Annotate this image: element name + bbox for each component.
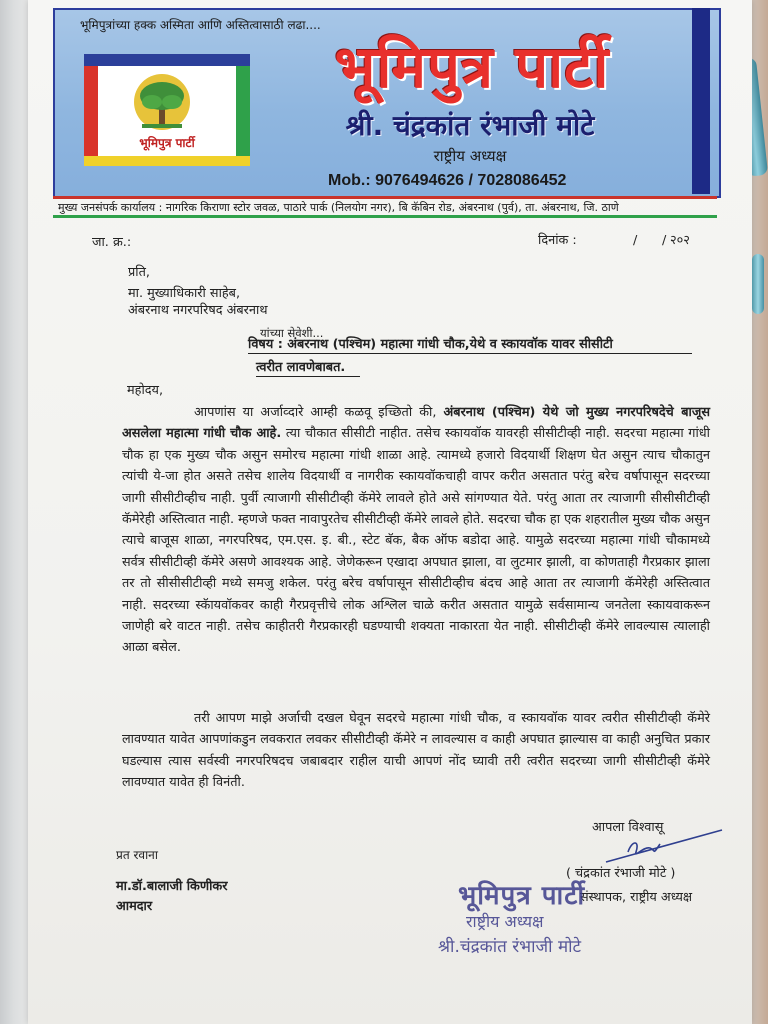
paragraph-highlight: अंबरनाथ (पश्चिम) येथे जो मुख्य नगरपरिषदेचे बाजूस असलेला महात्मा गांधी चौक आहे.: [122, 405, 710, 442]
signatory-role: संस्थापक, राष्ट्रीय अध्यक्ष: [580, 890, 693, 905]
party-tagline: भूमिपुत्रांच्या हक्क अस्मिता आणि अस्तित्वासाठी लढा....: [80, 18, 321, 32]
header-rule-red: [53, 196, 717, 199]
paragraph-text: त्या चौकात सीसीटी नाहीत. तसेच स्कायवॉक यावरही सीसीटीव्ही नाही. सदरचा महात्मा गांधी चौक हा एक मुख्य चौक असुन समोरच महात्मा गांधी शाळा आहे. त्यामध्ये हजारो विदयार्थी शिक्षण घेत असुन त्याच चौकातुन त्यांची ये-जा होत असते तसेच शालेय विदयार्थी व नागरीक स्कायवॉकचाही वापर करीत असतात परंतु बरेच वर्षापासून सदरच्या जागी सीसीटीव्हीच नाही. पुर्वी त्याजागी सीसीटीव्ही कॅमेरे लावले होते असे सांगण्यात येते. परंतु आता तर त्याजागी सीसीसीटीव्ही कॅमेरेही अस्तित्वात नाही. म्हणजे फक्त नावापुरतेच सीसीटीव्ही कॅमेरे लावले होते. सदरचा चौक हा एक शहरातील मुख्य चौक असुन त्याचे बाजूस शाळा, नगरपरिषद, एम.एस. इ. बी., स्टेट बॅक, बैक ऑफ बडोदा आहे. यामुळे सदरच्या महात्मा गांधी चौकामध्ये सर्वत्र सीसीटीव्ही कॅमेरे असणे आवश्यक आहे. जेणेकरून एखादा अपघात झाला, वा लुटमार झाली, वा कोणताही गैरप्रकार झाला तर तो सीसीसीटीव्ही मध्ये समजु शकेल. परंतु बरेच वर्षापासून सीसीटीव्हीच बंदच आहे आता तर त्याजागी कॅमेरेही अस्तित्वात नाही. सदरच्या स्कॅायवॉकवर काही गैरप्रवृत्तीचे लोक अश्लिल चाळे करीत असतात यामुळे सर्वसामान्य जनतेला स्कायवाकरून जाणेही बरे वाटत नाही. तसेच काहीतरी गैरप्रकारही घडण्याची शक्यता नाकारता येत नाही. सीसीटीव्ही कॅमेरे लावल्यास त्यालाही आळा बसेल.: [122, 426, 710, 656]
copy-recipient-name: मा.डॉ.बालाजी किणीकर: [116, 879, 228, 894]
pen-cap-object: [752, 254, 764, 314]
tree-icon: [132, 72, 192, 134]
subject-line-continued: त्वरीत लावणेबाबत.: [256, 360, 346, 375]
header-rule-green: [53, 215, 717, 218]
logo-border-left: [84, 66, 98, 156]
to-label: प्रति,: [128, 265, 150, 280]
logo-border-bottom: [84, 156, 250, 166]
mobile-numbers: Mob.: 9076494626 / 7028086452: [328, 172, 567, 189]
paragraph-intro: आपणांस या अर्जाव्दारे आम्ही कळवू इच्छितो की,: [194, 405, 444, 420]
salutation: महोदय,: [127, 383, 164, 398]
leader-title: राष्ट्रीय अध्यक्ष: [433, 147, 507, 165]
banner-side-bar: [692, 8, 710, 194]
date-separator: /: [633, 233, 638, 248]
party-logo: [84, 54, 250, 166]
date-separator: /: [662, 233, 667, 248]
subject-underline: [256, 376, 360, 377]
reference-number-label: जा. क्र.:: [92, 235, 132, 250]
logo-caption: भूमिपुत्र पार्टी: [139, 136, 195, 150]
official-stamp-title: राष्ट्रीय अध्यक्ष: [466, 912, 544, 931]
date-label: दिनांक :: [538, 233, 577, 248]
via-line: यांच्या सेवेशी...: [260, 326, 324, 340]
logo-border-top: [84, 54, 250, 66]
logo-border-right: [236, 66, 250, 156]
subject-underline: [248, 353, 692, 354]
closing-line: आपला विश्वासू: [592, 820, 664, 835]
recipient-office: अंबरनाथ नगरपरिषद अंबरनाथ: [128, 303, 268, 318]
subject-line: विषय : अंबरनाथ (पश्चिम) महात्मा गांधी चौक,येथे व स्कायवॉक यावर सीसीटी: [248, 337, 613, 352]
request-paragraph: [122, 708, 710, 794]
copy-to-label: प्रत रवाना: [116, 848, 158, 862]
date-year: २०२: [670, 233, 690, 248]
recipient-title: मा. मुख्याधिकारी साहेब,: [128, 286, 241, 301]
leader-name: श्री. चंद्रकांत रंभाजी मोटे: [345, 109, 595, 142]
signatory-name: ( चंद्रकांत रंभाजी मोटे ): [566, 866, 676, 881]
copy-recipient-designation: आमदार: [116, 899, 153, 914]
body-paragraph: [122, 402, 710, 659]
office-address: मुख्य जनसंपर्क कार्यालय : नागरिक किराणा स्टोर जवळ, पाठारे पार्क (निलयोग नगर), बि कॅबिन रोड, अंबरनाथ (पुर्व), ता. अंबरनाथ, जि. ठाणे: [58, 201, 619, 214]
official-stamp-name: श्री.चंद्रकांत रंभाजी मोटे: [438, 937, 582, 957]
party-name: भूमिपुत्र पार्टी: [334, 33, 610, 101]
official-stamp-party: भूमिपुत्र पार्टी: [458, 881, 586, 911]
request-text: तरी आपण माझे अर्जाची दखल घेवून सदरचे महात्मा गांधी चौक, व स्कायवॉक यावर त्वरीत सीसीटीव्ही कॅमेरे लावण्यात यावेत आपणांकडुन लवकरात लवकर सीसीटीव्ही कॅमेरे न लावल्यास व काही अपघात झाल्यास वा काही अनुचित प्रकार घडल्यास त्यास सर्वस्वी नगरपरिषदच जबाबदार राहील याची आपणं नोंद घ्यावी तरी त्वरीत सदरच्या जागी सीसीटीव्ही कॅमेरे लावण्यात यावेत ही विनंती.: [122, 711, 710, 791]
